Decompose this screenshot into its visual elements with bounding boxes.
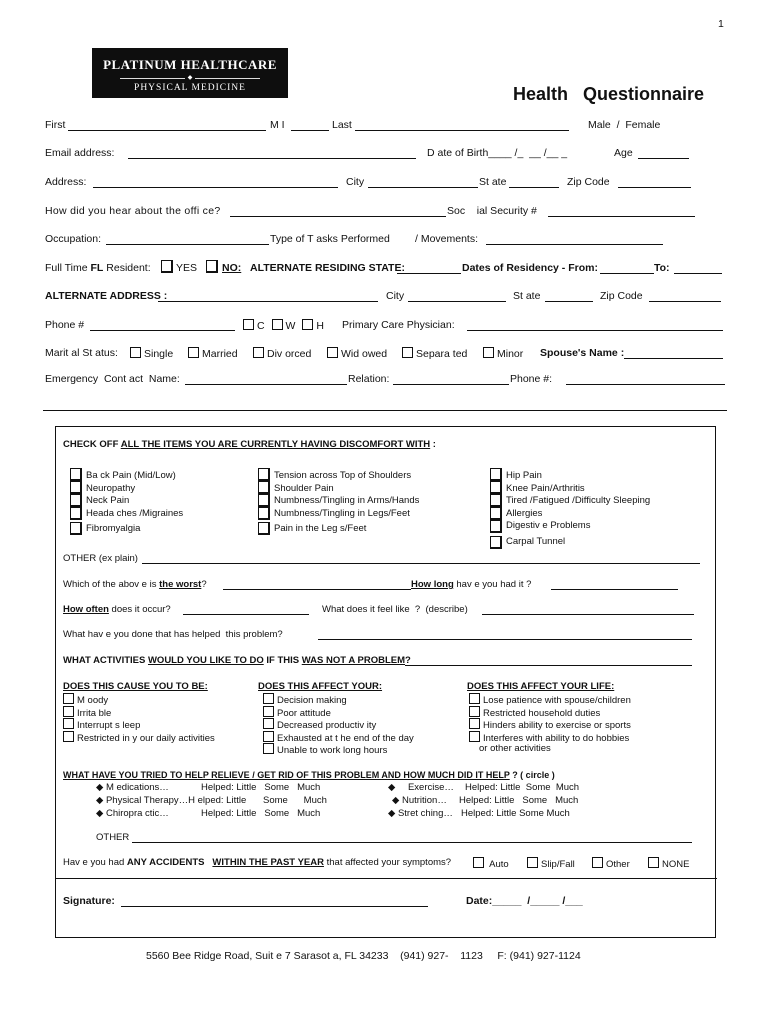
diamond-icon: ◆: [96, 782, 104, 793]
help-scale[interactable]: Helped: Little Some Much: [201, 782, 321, 793]
feel-field[interactable]: [482, 614, 694, 615]
accidents-prefix: Hav e you had: [63, 857, 127, 868]
help-scale[interactable]: Helped: Little Some Much: [201, 808, 321, 819]
activities-prefix: WHAT ACTIVITIES: [63, 655, 148, 666]
diamond-icon: ◆: [392, 795, 400, 806]
alt-city-field[interactable]: [408, 301, 506, 302]
activities-emphasis-1: WOULD YOU LIKE TO DO: [147, 655, 264, 666]
tried-heading-suffix: ? ( circle ): [509, 770, 555, 780]
fatigue-checkbox[interactable]: [490, 494, 502, 507]
affect-item[interactable]: [263, 743, 414, 756]
life-item[interactable]: [469, 731, 631, 744]
accident-option-label: NONE: [662, 859, 690, 870]
affect-item-label: Decision making: [277, 695, 347, 706]
shoulder-pain-checkbox[interactable]: [258, 481, 270, 494]
fibromyalgia-label: Fibromyalgia: [86, 523, 141, 534]
state-label: St ate: [479, 176, 507, 188]
tried-heading: [63, 770, 555, 780]
tried-other-field[interactable]: [132, 842, 692, 843]
back-pain-label: Ba ck Pain (Mid/Low): [86, 470, 176, 481]
divorced-checkbox[interactable]: [253, 347, 264, 358]
allergies-checkbox[interactable]: [490, 507, 502, 520]
cause-item-label: Irrita ble: [77, 707, 112, 719]
life-item[interactable]: [469, 706, 631, 719]
cause-list: [63, 693, 215, 743]
marital-option[interactable]: [327, 347, 387, 360]
first-name-label: First: [45, 119, 66, 131]
heading-suffix: :: [430, 439, 436, 450]
cause-heading: DOES THIS CAUSE YOU TO BE:: [63, 681, 208, 692]
date-field[interactable]: Date:_____ /_____ /___: [466, 895, 583, 907]
affect-item[interactable]: [263, 706, 414, 719]
phone-type-options: [243, 319, 324, 332]
helped-question: What hav e you done that has helped this problem?: [63, 629, 283, 640]
address-label: Address:: [45, 176, 87, 188]
cause-item[interactable]: [63, 731, 215, 744]
page-number: 1: [718, 18, 724, 30]
accidents-emphasis: ANY ACCIDENTS: [126, 857, 205, 868]
cause-item[interactable]: [63, 706, 215, 719]
activities-suffix: ?: [405, 655, 411, 666]
checkbox-icon[interactable]: [469, 706, 480, 717]
marital-option[interactable]: [130, 347, 173, 360]
emergency-phone-field[interactable]: [566, 384, 725, 385]
ssn-field[interactable]: [548, 216, 695, 217]
affect-item[interactable]: [263, 693, 414, 706]
affect-item[interactable]: [263, 718, 414, 731]
accident-option[interactable]: [527, 857, 575, 870]
accident-option-label: Slip/Fall: [541, 859, 575, 870]
emergency-phone-label: Phone #:: [510, 373, 553, 385]
helped-field[interactable]: [318, 639, 692, 640]
tried-row[interactable]: [388, 782, 454, 793]
alt-state-label: ALTERNATE RESIDING STATE:: [250, 262, 405, 274]
occupation-field[interactable]: [106, 244, 269, 245]
cause-item-label: Restricted in y our daily activities: [77, 732, 215, 744]
mi-field[interactable]: [291, 130, 329, 131]
spouse-label: Spouse's Name :: [540, 347, 625, 359]
checkbox-icon[interactable]: [63, 706, 74, 717]
knee-pain-checkbox[interactable]: [490, 481, 502, 494]
residency-from-field[interactable]: [600, 273, 654, 274]
no-label: NO:: [222, 262, 242, 274]
alt-zip-label: Zip Code: [600, 290, 643, 302]
email-field[interactable]: [128, 158, 416, 159]
phone-work-checkbox[interactable]: [272, 319, 283, 330]
checkbox-icon[interactable]: [592, 857, 603, 868]
life-item[interactable]: [469, 718, 631, 731]
zip-field[interactable]: [618, 187, 691, 188]
married-label: Married: [202, 348, 238, 360]
divorced-label: Div orced: [267, 348, 312, 360]
alt-zip-field[interactable]: [649, 301, 721, 302]
life-item-label: Restricted household duties: [483, 707, 601, 719]
no-checkbox[interactable]: [206, 260, 218, 273]
treatment-name: M edications…: [105, 782, 169, 793]
shoulder-pain-label: Shoulder Pain: [274, 482, 334, 494]
accidents-suffix: that affected your symptoms?: [323, 857, 452, 868]
neuropathy-label: Neuropathy: [86, 482, 136, 494]
fl-resident-label: [45, 262, 151, 274]
last-name-label: Last: [332, 119, 352, 131]
headaches-checkbox[interactable]: [70, 507, 82, 520]
occupation-label: Occupation:: [45, 233, 102, 245]
worst-prefix: Which of the abov e is: [63, 579, 160, 590]
tried-row[interactable]: [96, 795, 246, 806]
cause-item[interactable]: [63, 718, 215, 731]
spouse-field[interactable]: [624, 358, 723, 359]
life-item[interactable]: [469, 693, 631, 706]
other-explain-field[interactable]: [142, 563, 700, 564]
mi-label: M I: [270, 119, 285, 131]
how-often-suffix: does it occur?: [108, 604, 171, 615]
worst-suffix: ?: [201, 579, 207, 590]
affect-item-label: Poor attitude: [277, 707, 331, 719]
fibromyalgia-checkbox[interactable]: [70, 522, 82, 535]
heading-prefix: CHECK OFF: [63, 439, 121, 450]
city-field[interactable]: [368, 187, 478, 188]
activities-middle: IF THIS: [263, 655, 302, 666]
practice-logo: [92, 48, 288, 98]
tried-row[interactable]: [96, 808, 169, 819]
alt-state-label-2: St ate: [513, 290, 541, 302]
relation-label: Relation:: [348, 373, 390, 385]
treatment-name: Chiropra ctic…: [105, 808, 169, 819]
signature-divider: [55, 878, 717, 879]
fl-text: FL: [90, 262, 104, 274]
section-divider: [43, 410, 727, 411]
referral-label: How did you hear about the offi ce?: [45, 205, 221, 217]
phone-label: Phone #: [45, 319, 85, 331]
how-long-suffix: hav e you had it ?: [453, 579, 532, 590]
other-explain-label: OTHER (ex plain): [63, 553, 138, 564]
cause-item-label: Interrupt s leep: [77, 720, 141, 731]
phone-work-label: W: [285, 320, 296, 332]
diamond-icon: ◆: [388, 808, 396, 819]
accidents-timeframe: WITHIN THE PAST YEAR: [212, 857, 324, 868]
dob-label[interactable]: D ate of Birth____ /_ __ /__ _: [427, 147, 568, 159]
treatment-name: Exercise…: [407, 782, 454, 793]
how-long-emphasis: How long: [411, 579, 454, 590]
emergency-label: Emergency Cont act Name:: [45, 373, 180, 385]
affect-item-label: Exhausted at t he end of the day: [277, 732, 414, 744]
relation-field[interactable]: [393, 384, 509, 385]
legs-numbness-checkbox[interactable]: [258, 507, 270, 520]
widowed-label: Wid owed: [341, 348, 388, 360]
alt-city-label: City: [386, 290, 405, 302]
minor-checkbox[interactable]: [483, 347, 494, 358]
tried-other-label: OTHER: [96, 832, 130, 843]
shoulder-tension-checkbox[interactable]: [258, 468, 270, 481]
help-scale[interactable]: Helped: Little Some Much: [459, 795, 579, 806]
checkbox-icon[interactable]: [469, 731, 480, 742]
marital-option[interactable]: [402, 347, 467, 360]
first-name-field[interactable]: [68, 130, 266, 131]
signature-field[interactable]: [121, 906, 428, 907]
tried-row[interactable]: [388, 808, 453, 819]
state-field[interactable]: [509, 187, 559, 188]
worst-emphasis: the worst: [159, 579, 202, 590]
separated-label: Separa ted: [416, 348, 468, 360]
checkbox-icon[interactable]: [263, 718, 274, 729]
married-checkbox[interactable]: [188, 347, 199, 358]
diamond-icon: ◆: [96, 808, 104, 819]
city-label: City: [346, 176, 365, 188]
carpal-tunnel-label: Carpal Tunnel: [506, 535, 566, 547]
affect-item-label: Decreased productiv ity: [277, 720, 377, 731]
fulltime-text: Full Time: [45, 262, 88, 274]
alt-address-field[interactable]: [158, 301, 378, 302]
worst-question: [63, 579, 207, 590]
accidents-question: [63, 857, 451, 868]
age-label: Age: [614, 147, 633, 159]
life-item-label: Lose patience with spouse/children: [483, 695, 631, 706]
accident-option[interactable]: [473, 857, 509, 870]
minor-label: Minor: [497, 348, 524, 360]
carpal-tunnel-checkbox[interactable]: [490, 536, 502, 549]
worst-field[interactable]: [223, 589, 411, 590]
cause-item[interactable]: [63, 693, 215, 706]
ssn-label: Soc ial Security #: [447, 205, 537, 217]
help-scale[interactable]: Helped: Little Some Much: [465, 782, 580, 793]
help-scale[interactable]: Some Much: [263, 795, 327, 806]
life-item-continued: or other activities: [479, 743, 551, 754]
single-label: Single: [144, 348, 174, 360]
knee-pain-label: Knee Pain/Arthritis: [506, 482, 585, 494]
discomfort-col-3: [506, 470, 650, 548]
back-pain-checkbox[interactable]: [70, 468, 82, 481]
diamond-icon: ◆: [388, 782, 396, 793]
shoulder-tension-label: Tension across Top of Shoulders: [274, 470, 412, 481]
tried-heading-underlined: WHAT HAVE YOU TRIED TO HELP RELIEVE / GET RID OF THIS PROBLEM AND HOW MUCH DID IT HELP: [63, 770, 510, 780]
neuropathy-checkbox[interactable]: [70, 481, 82, 494]
referral-field[interactable]: [230, 216, 446, 217]
treatment-name: Physical Therapy…H elped: Little: [105, 795, 247, 806]
zip-label: Zip Code: [567, 176, 610, 188]
neck-pain-checkbox[interactable]: [70, 494, 82, 507]
marital-option[interactable]: [253, 347, 311, 360]
affect-item-label: Unable to work long hours: [277, 745, 388, 756]
life-item-label: Interferes with ability to do hobbies: [483, 732, 630, 744]
last-name-field[interactable]: [355, 130, 569, 131]
tasks-field[interactable]: [486, 244, 663, 245]
residency-from-label: Dates of Residency - From:: [462, 262, 598, 274]
affect-list: [263, 693, 414, 756]
page-title: Health Questionnaire: [513, 84, 705, 104]
legs-numbness-label: Numbness/Tingling in Legs/Feet: [274, 507, 410, 519]
phone-home-label: H: [316, 320, 324, 332]
cause-item-label: M oody: [77, 695, 109, 706]
checkbox-icon[interactable]: [63, 693, 74, 704]
treatment-name: Nutrition…: [401, 795, 447, 806]
tried-row[interactable]: [96, 782, 169, 793]
marital-option[interactable]: [483, 347, 523, 360]
hip-pain-checkbox[interactable]: [490, 468, 502, 481]
checkbox-icon[interactable]: [473, 857, 484, 868]
checkbox-icon[interactable]: [263, 693, 274, 704]
checkbox-icon[interactable]: [469, 693, 480, 704]
treatment-name: Stret ching…: [397, 808, 453, 819]
arms-numbness-checkbox[interactable]: [258, 494, 270, 507]
activities-emphasis-2: WAS NOT A PROBLEM: [301, 655, 406, 666]
resident-text: Resident:: [106, 262, 151, 274]
accident-option-label: Auto: [489, 859, 509, 870]
alt-address-label: ALTERNATE ADDRESS :: [45, 290, 168, 302]
residency-to-label: To:: [654, 262, 670, 274]
digestive-label: Digestiv e Problems: [506, 520, 591, 531]
gender-label[interactable]: Male / Female: [588, 119, 661, 131]
address-field[interactable]: [93, 187, 338, 188]
fatigue-label: Tired /Fatigued /Difficulty Sleeping: [506, 495, 651, 506]
yes-label: YES: [176, 262, 198, 274]
headaches-label: Heada ches /Migraines: [86, 507, 184, 519]
tried-row[interactable]: [392, 795, 447, 806]
how-long-question: [411, 579, 531, 590]
hip-pain-label: Hip Pain: [506, 470, 542, 481]
how-often-emphasis: How often: [63, 604, 109, 615]
alt-state-field-2[interactable]: [545, 301, 593, 302]
alt-state-field[interactable]: [397, 273, 461, 274]
how-long-field[interactable]: [551, 589, 678, 590]
affect-heading: DOES THIS AFFECT YOUR:: [258, 681, 383, 692]
widowed-checkbox[interactable]: [327, 347, 338, 358]
accident-option[interactable]: [648, 857, 689, 870]
digestive-checkbox[interactable]: [490, 520, 502, 533]
activities-field[interactable]: [405, 665, 692, 666]
checkbox-icon[interactable]: [63, 718, 74, 729]
checkbox-icon[interactable]: [263, 731, 274, 742]
allergies-label: Allergies: [506, 507, 543, 519]
footer-address: 5560 Bee Ridge Road, Suit e 7 Sarasot a, FL 34233 (941) 927- 1123 F: (941) 927-1124: [146, 950, 581, 962]
checkbox-icon[interactable]: [63, 731, 74, 742]
tasks-label: Type of T asks Performed: [270, 233, 390, 245]
activities-question: [63, 655, 411, 666]
checkbox-icon[interactable]: [263, 706, 274, 717]
arms-numbness-label: Numbness/Tingling in Arms/Hands: [274, 495, 420, 506]
feel-question: What does it feel like ? (describe): [322, 604, 468, 615]
leg-pain-label: Pain in the Leg s/Feet: [274, 523, 367, 534]
yes-checkbox[interactable]: [161, 260, 173, 273]
heading-underlined: ALL THE ITEMS YOU ARE CURRENTLY HAVING DISCOMFORT WITH: [120, 439, 431, 450]
logo-line-2: PHYSICAL MEDICINE: [134, 83, 246, 93]
checkbox-icon[interactable]: [648, 857, 659, 868]
how-often-field[interactable]: [183, 614, 309, 615]
affect-item[interactable]: [263, 731, 414, 744]
pcp-field[interactable]: [467, 330, 723, 331]
phone-home-checkbox[interactable]: [302, 319, 313, 330]
checkbox-icon[interactable]: [469, 718, 480, 729]
single-checkbox[interactable]: [130, 347, 141, 358]
discomfort-heading: [63, 439, 436, 450]
checkbox-icon[interactable]: [527, 857, 538, 868]
movements-label: / Movements:: [415, 233, 479, 245]
discomfort-col-2: [274, 470, 419, 536]
pcp-label: Primary Care Physician:: [342, 319, 455, 331]
marital-option[interactable]: [188, 347, 238, 360]
life-heading: DOES THIS AFFECT YOUR LIFE:: [467, 681, 615, 692]
phone-field[interactable]: [90, 330, 235, 331]
signature-label: Signature:: [63, 895, 115, 907]
residency-to-field[interactable]: [674, 273, 722, 274]
life-item-label: Hinders ability to exercise or sports: [483, 720, 631, 731]
phone-cell-checkbox[interactable]: [243, 319, 254, 330]
logo-line-1: PLATINUM HEALTHCARE: [103, 57, 277, 72]
accident-option-label: Other: [606, 859, 630, 870]
how-often-question: [63, 604, 171, 615]
email-label: Email address:: [45, 147, 115, 159]
help-scale[interactable]: Helped: Little Some Much: [461, 808, 570, 819]
age-field[interactable]: [638, 158, 689, 159]
diamond-icon: ◆: [96, 795, 104, 806]
life-list: [469, 693, 631, 756]
phone-cell-label: C: [257, 320, 265, 332]
accident-option[interactable]: [592, 857, 630, 870]
discomfort-col-1: [86, 470, 183, 536]
marital-label: Marit al St atus:: [45, 347, 118, 359]
checkbox-icon[interactable]: [263, 743, 274, 754]
emergency-field[interactable]: [185, 384, 347, 385]
leg-pain-checkbox[interactable]: [258, 522, 270, 535]
neck-pain-label: Neck Pain: [86, 495, 130, 506]
logo-divider: ◆: [120, 75, 260, 81]
separated-checkbox[interactable]: [402, 347, 413, 358]
